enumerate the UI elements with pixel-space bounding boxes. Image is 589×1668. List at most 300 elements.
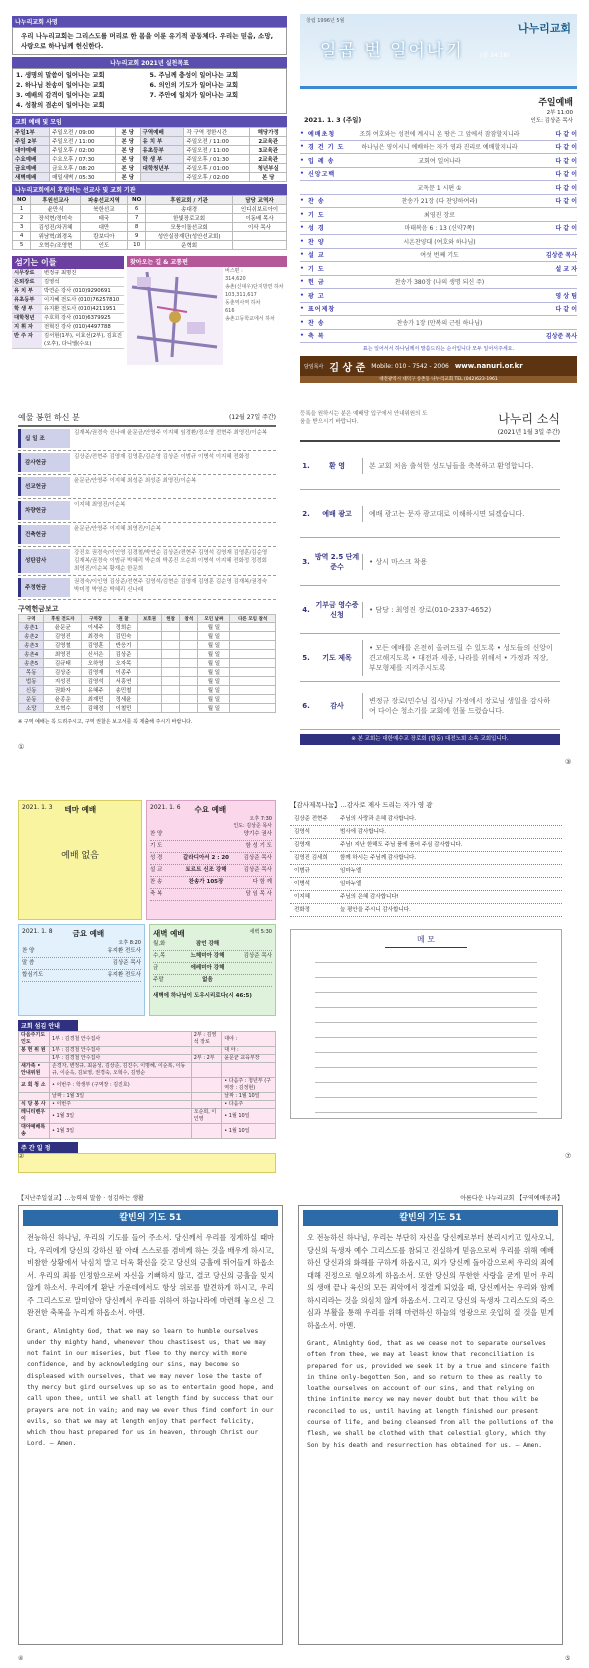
worship-cell: 주일오후 / 02:00 bbox=[50, 146, 116, 155]
group-cell bbox=[137, 641, 161, 650]
mission-row bbox=[13, 223, 287, 232]
memo-line bbox=[315, 978, 537, 993]
dawn-row-title: 주말 bbox=[153, 977, 164, 983]
theme-label: 테마 예배 bbox=[64, 805, 97, 814]
wed-row-person: 양기수 권사 bbox=[243, 831, 272, 837]
mission-table bbox=[12, 195, 287, 250]
fri-row-detail bbox=[52, 946, 101, 957]
worship-row bbox=[13, 173, 287, 182]
thanks-name: 김영재 bbox=[294, 842, 310, 848]
mission-header-cell: 파송선교지역 bbox=[80, 196, 127, 205]
mission-header-cell: 후원선교사 bbox=[31, 196, 81, 205]
memo-line bbox=[315, 1098, 537, 1113]
staff-row bbox=[12, 305, 124, 314]
news-title: 나누리 소식 bbox=[498, 412, 560, 426]
news-body: • 상시 마스크 착용 bbox=[362, 554, 560, 570]
fri-title: 금요 예배 bbox=[72, 929, 105, 938]
group-cell bbox=[137, 695, 161, 704]
info-cell bbox=[222, 1063, 276, 1078]
service-leader: 인도: 김상준 목사 bbox=[530, 118, 573, 124]
pastor-label: 담임목사 bbox=[304, 363, 324, 370]
group-cell: 김영철 bbox=[44, 641, 82, 650]
order-title: 축 복 bbox=[308, 333, 325, 341]
group-cell: 김규태 bbox=[44, 659, 82, 668]
staff-name: 변정규 최명진 bbox=[44, 270, 77, 276]
worship-cell bbox=[140, 173, 184, 182]
staff-row bbox=[12, 332, 124, 349]
weekly-header: 주 간 일 정 bbox=[18, 1142, 78, 1153]
worship-row bbox=[13, 146, 287, 155]
dawn-row-title: 금 bbox=[153, 965, 159, 971]
fri-row-title: 말 씀 bbox=[22, 960, 35, 966]
info-cell: 교 회 청 소 bbox=[19, 1078, 50, 1093]
page-number: ④ bbox=[18, 1655, 24, 1662]
group-cell bbox=[180, 704, 198, 713]
dawn-row-detail: 에레미아 강해 bbox=[190, 965, 225, 971]
memo-line bbox=[315, 993, 537, 1008]
worship-cell: 주일 2부 bbox=[13, 137, 50, 146]
order-person: 설 교 자 bbox=[555, 265, 577, 273]
order-bullet-icon: • bbox=[300, 318, 304, 326]
order-title: 예배초청 bbox=[308, 130, 336, 138]
group-cell: 오혁수 bbox=[44, 704, 82, 713]
wed-row-detail bbox=[180, 841, 232, 852]
order-bullet-icon: • bbox=[300, 143, 304, 151]
mission-cell: 2 bbox=[13, 214, 31, 223]
goal-item: 1. 생명의 말씀이 일어나는 교회 bbox=[16, 72, 105, 79]
news-item bbox=[300, 538, 560, 586]
info-row bbox=[19, 1063, 276, 1078]
info-row bbox=[19, 1109, 276, 1124]
dawn-row-person bbox=[232, 963, 272, 974]
fri-row-detail bbox=[52, 958, 101, 969]
group-cell: 월 일 bbox=[198, 659, 230, 668]
bus-title: 버스편 : bbox=[225, 268, 243, 274]
fri-row bbox=[22, 946, 141, 958]
bus-line: 314,620 bbox=[225, 276, 246, 282]
info-cell: 윤문균 교육부장 bbox=[222, 1055, 276, 1063]
order-person: 김상준 목사 bbox=[545, 252, 577, 260]
memo-title: 메 모 bbox=[385, 934, 467, 948]
order-item bbox=[300, 141, 577, 155]
staff-list bbox=[12, 269, 124, 349]
worship-cell: 구역예배 bbox=[140, 128, 184, 137]
mission-row bbox=[13, 214, 287, 223]
group-cell: 최영진 bbox=[44, 650, 82, 659]
group-header-row bbox=[19, 615, 276, 623]
wed-date: 2021. 1. 6 bbox=[150, 804, 181, 811]
group-header-cell: 후원 전도자 bbox=[44, 615, 82, 623]
thanks-row bbox=[290, 891, 562, 904]
staff-row bbox=[12, 269, 124, 278]
thanks-name: 김영석 bbox=[294, 829, 310, 835]
staff-role: 은퇴장로 bbox=[12, 278, 42, 286]
group-row bbox=[19, 668, 276, 677]
offering-row bbox=[18, 427, 276, 451]
group-cell bbox=[137, 650, 161, 659]
mission-row bbox=[13, 232, 287, 241]
worship-cell: 본 당 bbox=[116, 146, 140, 155]
staff-row bbox=[12, 314, 124, 323]
order-item bbox=[300, 316, 577, 330]
pastor-bar bbox=[300, 356, 577, 376]
info-cell bbox=[19, 1093, 50, 1101]
info-cell: • 다음주 bbox=[222, 1101, 276, 1109]
worship-cell: 주일오후 / 01:30 bbox=[184, 155, 250, 164]
right-header: 아름다운 나누리교회 【구역예배공과】 bbox=[460, 1195, 563, 1202]
wed-row bbox=[150, 865, 272, 877]
group-cell: 김해정 bbox=[82, 704, 110, 713]
mission-row bbox=[13, 205, 287, 214]
news-topic: 감사 bbox=[330, 701, 344, 710]
order-title: 입 례 송 bbox=[308, 157, 335, 165]
order-item bbox=[300, 127, 577, 141]
worship-cell: 수요예배 bbox=[13, 155, 50, 164]
order-title: 찬 송 bbox=[308, 319, 325, 327]
mission-cell bbox=[232, 232, 286, 241]
group-cell: 최재민 bbox=[82, 695, 110, 704]
wednesday-service-box bbox=[146, 800, 276, 920]
worship-cell: 주일오전 / 11:00 bbox=[184, 146, 250, 155]
group-cell bbox=[230, 668, 276, 677]
info-cell bbox=[191, 1047, 221, 1055]
order-bullet-icon: • bbox=[300, 264, 304, 272]
group-cell bbox=[230, 641, 276, 650]
worship-cell: 수요오후 / 07:30 bbox=[50, 155, 116, 164]
news-item bbox=[300, 442, 560, 490]
order-detail: 찬송가 1장 (만복의 근원 하나님) bbox=[396, 319, 483, 327]
staff-role: 시무장로 bbox=[12, 269, 42, 277]
group-cell bbox=[180, 686, 198, 695]
mission-cell: 대만 bbox=[80, 223, 127, 232]
wed-row-person: 김상준 목사 bbox=[243, 855, 272, 861]
group-row bbox=[19, 650, 276, 659]
thanks-name: 이병석 bbox=[294, 881, 310, 887]
order-bullet-icon: • bbox=[300, 237, 304, 245]
mission-cell: 송대경 bbox=[146, 205, 233, 214]
group-cell: 최경숙 bbox=[82, 632, 110, 641]
group-cell: 김영석 bbox=[82, 677, 110, 686]
info-cell: 오순희, 이인영 bbox=[191, 1109, 221, 1124]
cover-publish-info: 창립 1996년 5월 bbox=[306, 18, 345, 24]
thanks-row bbox=[290, 852, 562, 865]
thanks-text: 임마누엘 bbox=[340, 868, 362, 874]
mission-cell: 이삭 목사 bbox=[232, 223, 286, 232]
group-header-cell: 보호권 bbox=[137, 615, 161, 623]
thanks-row bbox=[290, 839, 562, 852]
group-title: 구역헌금보고 bbox=[18, 605, 59, 613]
group-cell: 신서은 bbox=[82, 650, 110, 659]
offering-date: (12월 27일 주간) bbox=[229, 414, 276, 421]
staff-role: 유초등부 bbox=[12, 296, 42, 304]
group-cell: 김영재 bbox=[82, 668, 110, 677]
worship-cell: 본 당 bbox=[116, 137, 140, 146]
news-topic: 환 영 bbox=[329, 461, 345, 470]
news-body: • 담당 : 최영진 장로(010-2337-4652) bbox=[362, 602, 560, 618]
group-cell bbox=[230, 704, 276, 713]
offering-names: 강진호 권경숙/이인영 김경철/박연순 김상준/전현주 김영석 김영재 김영훈/김순영 김재복/권경숙 이범규 박혜리 박순희 박종진 오순희 이병석 이지혜 전화정 정경회 최영진/이순복 황재순 한문희 bbox=[74, 550, 268, 572]
mission-cell: 태국 bbox=[80, 214, 127, 223]
prayer-english: Grant, Almighty God, that as we cease not to separate ourselves often from thee, we may at least know that reconciliation is prepared for us, provided we seek it by a true and sincere faith in thine only-begotten Son, and so return to thee as really to loathe ourselves on account of our sins, and that relying on thine infinite mercy we may never doubt but that thou wilt be reconciled to us, until having at length finished our present course of life, and being cleansed from all the pollutions of the flesh, we shall be clothed with that celestial glory, which thy Son by his death and resurrection has obtained for us. — Amen. bbox=[307, 1340, 554, 1449]
offering-names: 이지혜 최영진/이순복 bbox=[74, 502, 126, 508]
dawn-row bbox=[153, 939, 272, 951]
staff-row bbox=[12, 278, 124, 287]
order-bullet-icon: • bbox=[300, 197, 304, 205]
order-person: 다 같 이 bbox=[555, 225, 577, 233]
order-detail: 마태복음 6 : 13 (신약7쪽) bbox=[404, 225, 475, 233]
page4-left bbox=[18, 1193, 283, 1651]
memo-line bbox=[315, 948, 537, 963]
offering-list bbox=[18, 427, 276, 600]
group-cell bbox=[137, 677, 161, 686]
group-cell bbox=[180, 659, 198, 668]
info-table bbox=[18, 1031, 276, 1139]
wed-leader: 인도: 김상준 목사 bbox=[233, 823, 272, 829]
mission-cell: 7 bbox=[128, 214, 146, 223]
group-cell: 월 일 bbox=[198, 641, 230, 650]
group-cell: 지성진 bbox=[44, 677, 82, 686]
group-cell: 윤종운 bbox=[44, 695, 82, 704]
staff-header: 섬기는 이들 bbox=[12, 256, 124, 269]
group-cell: 정희순 bbox=[110, 623, 138, 632]
mission-header-cell: NO bbox=[128, 196, 146, 205]
staff-name: 전혁진 강사 (010)4497788 bbox=[44, 324, 111, 330]
group-cell bbox=[161, 659, 179, 668]
wed-row-title: 축 복 bbox=[150, 891, 163, 897]
group-row bbox=[19, 623, 276, 632]
order-bullet-icon: • bbox=[300, 224, 304, 232]
wed-row-title: 기 도 bbox=[150, 843, 163, 849]
group-cell: 이종주 bbox=[110, 668, 138, 677]
info-cell bbox=[191, 1124, 221, 1139]
news-list bbox=[300, 440, 560, 730]
group-cell bbox=[137, 659, 161, 668]
wed-row-person: 김상준 목사 bbox=[243, 867, 272, 873]
directions-map bbox=[127, 267, 223, 365]
order-bullet-icon: • bbox=[300, 291, 304, 299]
mission-header-row bbox=[13, 196, 287, 205]
info-cell: • 이번주 bbox=[49, 1101, 191, 1109]
wed-row-title: 찬 양 bbox=[150, 831, 163, 837]
info-cell: • 1월 3일 bbox=[49, 1124, 191, 1139]
worship-cell: 주일오전 / 11:00 bbox=[50, 137, 116, 146]
order-person: 다 같 이 bbox=[555, 184, 577, 192]
bus-line: 동춘역사역 하차 bbox=[225, 300, 261, 306]
offering-type: 성탄감사 bbox=[18, 549, 70, 573]
church-name: 나누리교회 bbox=[517, 22, 571, 35]
order-title: 설 교 bbox=[308, 252, 325, 260]
order-item bbox=[300, 235, 577, 249]
order-person: 다 같 이 bbox=[555, 171, 577, 179]
news-number: 4. bbox=[302, 605, 310, 614]
group-cell bbox=[161, 641, 179, 650]
thanks-row bbox=[290, 813, 562, 826]
order-item bbox=[300, 208, 577, 222]
order-title: 찬 양 bbox=[308, 238, 325, 246]
goals-header: 나누리교회 2021년 실천목표 bbox=[12, 57, 287, 68]
dawn-row-detail: 느헤미아 강해 bbox=[190, 953, 225, 959]
bus-line: 송촌(신대우)단지방면 하차 bbox=[225, 284, 284, 290]
offering-row bbox=[18, 523, 276, 547]
order-bullet-icon: • bbox=[300, 251, 304, 259]
info-cell: 봉 헌 위 원 bbox=[19, 1047, 50, 1055]
news-topic: 방역 2.5 단계 준수 bbox=[314, 552, 360, 571]
mission-cell: 1 bbox=[13, 205, 31, 214]
group-row bbox=[19, 677, 276, 686]
news-topic: 기부금 영수증 신청 bbox=[315, 600, 359, 619]
group-header-cell: 다른 모임 참석 bbox=[230, 615, 276, 623]
weekly-schedule-box bbox=[18, 1153, 276, 1173]
page3-right bbox=[290, 800, 562, 1150]
memo-line bbox=[315, 1023, 537, 1038]
mission-cell: 모퉁이돌선교회 bbox=[146, 223, 233, 232]
mission-row bbox=[13, 241, 287, 250]
group-row bbox=[19, 704, 276, 713]
info-row bbox=[19, 1078, 276, 1093]
mission-cell: 장석현/정미숙 bbox=[31, 214, 81, 223]
theme-none: 예배 없음 bbox=[61, 851, 99, 861]
order-item bbox=[300, 262, 577, 276]
group-cell: 월 일 bbox=[198, 704, 230, 713]
order-bullet-icon: • bbox=[300, 332, 304, 340]
mission-header-cell: 후원교회 / 기관 bbox=[146, 196, 233, 205]
order-item bbox=[300, 154, 577, 168]
thanks-text: 범사에 감사합니다. bbox=[340, 829, 387, 835]
staff-row bbox=[12, 287, 124, 296]
wed-row-title: 설 교 bbox=[150, 867, 163, 873]
info-cell bbox=[191, 1101, 221, 1109]
service-time: 2부 11:00 bbox=[546, 110, 573, 116]
order-title: 표어제창 bbox=[308, 306, 336, 314]
group-cell: 송촌4 bbox=[19, 650, 44, 659]
page2-right bbox=[300, 410, 560, 755]
order-item bbox=[300, 181, 577, 195]
worship-cell: 새벽예배 bbox=[13, 173, 50, 182]
order-bullet-icon: • bbox=[300, 305, 304, 313]
info-cell: • 이번주 : 학생부 (구역장 : 김진호) bbox=[49, 1078, 191, 1093]
info-cell: 다음주기도인도 bbox=[19, 1032, 50, 1047]
group-cell: 김민숙 bbox=[110, 632, 138, 641]
fri-time: 오후 8:20 bbox=[118, 940, 141, 946]
group-cell bbox=[230, 623, 276, 632]
worship-table bbox=[12, 127, 287, 182]
fri-row-person: 유지환 전도사 bbox=[107, 972, 141, 978]
worship-cell: 3교육관 bbox=[250, 146, 287, 155]
offering-type: 십 일 조 bbox=[18, 429, 70, 448]
order-item bbox=[300, 222, 577, 236]
offering-type: 건축헌금 bbox=[18, 525, 70, 544]
staff-row bbox=[12, 323, 124, 332]
order-of-service bbox=[300, 127, 577, 343]
dawn-rows bbox=[153, 939, 272, 987]
order-bullet-icon: • bbox=[300, 156, 304, 164]
group-cell bbox=[137, 668, 161, 677]
order-detail: 교회여 일어나라 bbox=[418, 157, 461, 165]
order-detail: 최영진 장로 bbox=[424, 211, 455, 219]
wed-row bbox=[150, 877, 272, 889]
info-cell: 2부 : 김영석 장로 bbox=[191, 1032, 221, 1047]
page-number: ① bbox=[18, 743, 25, 751]
group-cell: 김상준 bbox=[110, 650, 138, 659]
dawn-row-person bbox=[232, 975, 272, 986]
worship-cell: 청년부실 bbox=[250, 164, 287, 173]
offering-title: 예물 봉헌 하신 분 bbox=[18, 413, 80, 422]
order-detail: 하나님은 영이시니 예배하는 자가 영과 진리로 예배할지니라 bbox=[361, 144, 518, 152]
group-cell: 김상준 bbox=[44, 668, 82, 677]
order-person: 김상준 목사 bbox=[545, 333, 577, 341]
group-cell bbox=[161, 704, 179, 713]
mission-cell: 운혁회 bbox=[146, 241, 233, 250]
news-number: 3. bbox=[302, 557, 310, 566]
group-cell: 운동 bbox=[19, 695, 44, 704]
news-footer: ※ 본 교회는 대한예수교 장로회 (합동) 대전노회 소속 교회입니다. bbox=[300, 734, 560, 745]
directions-header: 찾아오는 길 & 교통편 bbox=[127, 256, 287, 267]
fri-row-title: 찬 양 bbox=[22, 948, 35, 954]
group-cell: 오자목 bbox=[110, 659, 138, 668]
thanks-name: 김상준 전현주 bbox=[294, 816, 328, 822]
wed-row-person: 다 함 께 bbox=[252, 879, 272, 885]
worship-cell: 금요오후 / 08:20 bbox=[50, 164, 116, 173]
wed-row bbox=[150, 853, 272, 865]
group-cell: 월 일 bbox=[198, 668, 230, 677]
fri-row-person: 유지환 전도사 bbox=[107, 948, 141, 954]
page1-right bbox=[300, 14, 577, 382]
worship-row bbox=[13, 128, 287, 137]
group-cell bbox=[230, 695, 276, 704]
pastor-name: 김 상 준 bbox=[329, 362, 366, 374]
thanks-text: 주님! 지난 한해도 주님 품에 품어 주심 감사합니다. bbox=[340, 842, 463, 848]
order-detail: 조희 여호와는 성전에 계시니 온 땅은 그 앞에서 잠잠할지니라 bbox=[359, 130, 520, 138]
order-item bbox=[300, 249, 577, 263]
news-body: 본 교회 처음 출석한 성도님들을 축복하고 환영합니다. bbox=[362, 458, 560, 474]
thanks-row bbox=[290, 865, 562, 878]
page-number: ⑤ bbox=[565, 1655, 571, 1662]
offering-row bbox=[18, 451, 276, 475]
worship-cell: 매일새벽 / 05:30 bbox=[50, 173, 116, 182]
memo-line bbox=[315, 1068, 537, 1083]
group-cell bbox=[230, 650, 276, 659]
info-cell bbox=[191, 1063, 221, 1078]
friday-service-box bbox=[18, 924, 145, 1016]
service-date: 2021. 1. 3 (주일) bbox=[304, 116, 362, 124]
theme-date: 2021. 1. 3 bbox=[22, 804, 53, 811]
order-item bbox=[300, 303, 577, 317]
group-cell: 월 일 bbox=[198, 686, 230, 695]
website-link[interactable]: www.nanuri.or.kr bbox=[454, 362, 523, 370]
service-name: 주일예배 bbox=[538, 98, 573, 108]
thanks-title: 【감사제목나눔】...감사로 제사 드리는 자가 영 광 bbox=[290, 801, 433, 809]
thanks-name: 전화정 bbox=[294, 907, 310, 913]
news-topic: 예배 광고 bbox=[322, 509, 352, 518]
group-cell: 송민철 bbox=[110, 686, 138, 695]
cover-banner bbox=[300, 14, 577, 89]
news-intro: 등록을 원하시는 분은 예배당 입구에서 안내위원의 도움을 받으시기 바랍니다. bbox=[300, 411, 428, 425]
mission-cell: 이동배 목사 bbox=[232, 214, 286, 223]
offering-names: 김상준/전현주 김영재 김영훈/김순영 김상준 이범규 이병석 이지혜 전화정 bbox=[74, 454, 250, 460]
wed-rows bbox=[150, 829, 272, 901]
order-title: 광 고 bbox=[308, 292, 325, 300]
worship-cell: 본 당 bbox=[116, 128, 140, 137]
worship-cell: 본 당 bbox=[116, 155, 140, 164]
staff-name: 김서현(1부), 이효선(2부), 김효진(오후), 다니엘(수요) bbox=[44, 333, 123, 347]
mission-cell: 위남혁/최경옥 bbox=[31, 232, 81, 241]
dawn-title: 새벽 예배 bbox=[153, 929, 185, 938]
staff-name: 김영석 bbox=[44, 279, 60, 285]
group-cell: 월 일 bbox=[198, 623, 230, 632]
order-bullet-icon: • bbox=[300, 170, 304, 178]
mission-cell: 인도 bbox=[80, 241, 127, 250]
group-cell: 유혜주 bbox=[82, 686, 110, 695]
